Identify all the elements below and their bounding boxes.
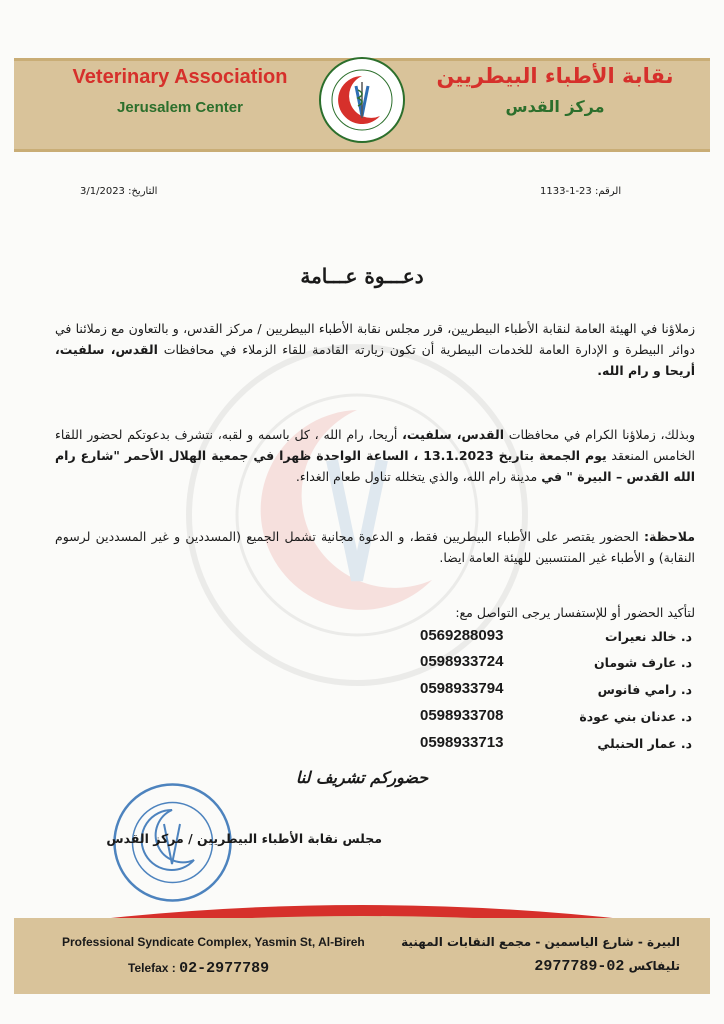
contact-item: د. خالد نعيرات 0569288093 bbox=[420, 627, 692, 644]
footer-address-ar: البيرة - شارع الياسمين - مجمع النقابات المهنية bbox=[401, 935, 680, 949]
reference-number: الرقم: 23-1-1133 bbox=[540, 186, 622, 197]
phone-number: 0598933708 bbox=[420, 707, 504, 724]
contact-item: د. عدنان بني عودة 0598933708 bbox=[420, 707, 692, 724]
invitation-heading: دعـــوة عـــامة bbox=[300, 264, 424, 288]
association-name-ar: نقابة الأطباء البيطريين bbox=[436, 64, 674, 88]
phone-number: 0598933713 bbox=[420, 734, 504, 751]
footer-phone-ar: تليفاكس 02-2977789 bbox=[534, 958, 680, 975]
phone-number: 0598933724 bbox=[420, 653, 504, 670]
contact-item: د. عمار الحنبلي 0598933713 bbox=[420, 734, 692, 751]
association-logo bbox=[318, 56, 406, 144]
closing-line: حضوركم تشريف لنا bbox=[295, 768, 429, 787]
note-paragraph: ملاحظة: الحضور يقتصر على الأطباء البيطريين فقط، و الدعوة مجانية تشمل الجميع (المسددين و غير المسددين لرسوم النقابة) و الأطباء غير المنتسبين للهيئة العامة ايضا. bbox=[55, 529, 695, 565]
intro-paragraph: زملاؤنا في الهيئة العامة لنقابة الأطباء البيطريين، قرر مجلس نقابة الأطباء البيطريين / مركز القدس، و بالتعاون مع زملائنا في دوائر البيطرة و الإدارة العامة للخدمات البيطرية أن تكون زيارته القادمة للقاء الزملاء في محافظات القدس، سلفيت، أريحا و رام الله. bbox=[55, 321, 695, 378]
phone-number: 0569288093 bbox=[420, 627, 504, 644]
document-date: التاريخ: 3/1/2023 bbox=[80, 186, 158, 197]
note-label: ملاحظة: bbox=[644, 529, 695, 544]
signature-line: مجلس نقابة الأطباء البيطريين / مركز القدس bbox=[106, 831, 382, 846]
footer-band bbox=[14, 918, 710, 994]
footer-phone-en: Telefax : 02-2977789 bbox=[128, 960, 270, 977]
association-name-en: Veterinary Association bbox=[72, 66, 288, 88]
invitation-paragraph: وبذلك، زملاؤنا الكرام في محافظات القدس، سلفيت، أريحا، رام الله ، كل باسمه و لقبه، نتشرف بدعوتكم لحضور اللقاء الخامس المنعقد يوم الجمعة بتاريخ 13.1.2023 ، الساعة الواحدة ظهرا في جمعية الهلال الأحمر "شارع رام الله القدس – البيرة " في مدينة رام الله، والذي يتخلله تناول طعام الغداء. bbox=[55, 427, 696, 484]
contact-item: د. عارف شومان 0598933724 bbox=[420, 653, 692, 670]
contacts-title: لتأكيد الحضور أو للإستفسار يرجى التواصل مع: bbox=[455, 605, 695, 620]
contact-item: د. رامي فانوس 0598933794 bbox=[420, 680, 692, 697]
center-name-en: Jerusalem Center bbox=[117, 99, 243, 116]
phone-number: 0598933794 bbox=[420, 680, 504, 697]
center-name-ar: مركز القدس bbox=[505, 97, 605, 116]
footer-address-en: Professional Syndicate Complex, Yasmin St, Al-Bireh bbox=[62, 935, 365, 949]
